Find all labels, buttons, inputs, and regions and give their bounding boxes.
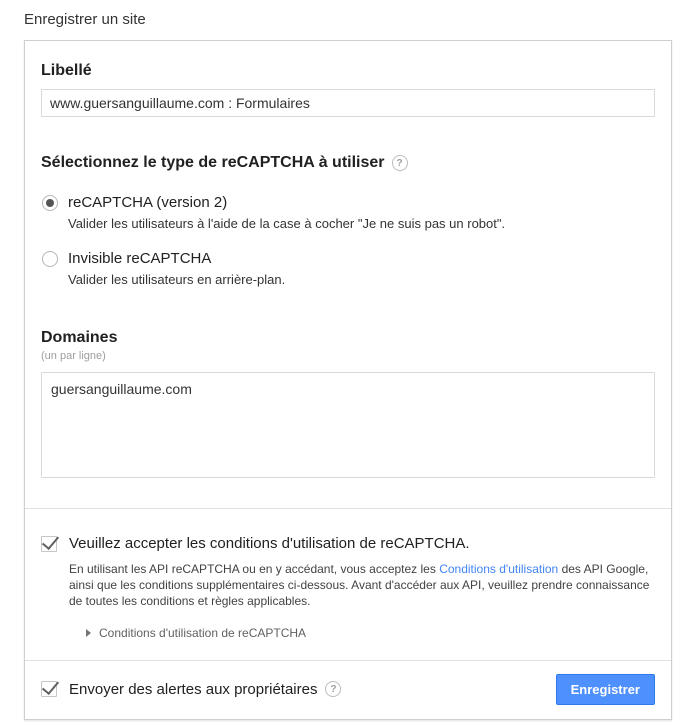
radio-label: Invisible reCAPTCHA — [68, 250, 212, 267]
label-heading: Libellé — [41, 62, 92, 79]
accept-terms-checkbox-row[interactable] — [41, 535, 655, 552]
radio-icon-selected[interactable] — [42, 195, 58, 211]
domains-heading: Domaines — [41, 329, 118, 346]
radio-description: Valider les utilisateurs à l'aide de la case à cocher "Je ne suis pas un robot". — [68, 216, 506, 231]
terms-section — [25, 509, 671, 660]
form-footer — [25, 661, 671, 719]
disclosure-label: Conditions d'utilisation de reCAPTCHA — [99, 625, 307, 640]
checkbox-checked-icon[interactable] — [41, 681, 57, 697]
owner-alerts-label: Envoyer des alertes aux propriétaires — [69, 680, 318, 698]
recaptcha-terms-disclosure[interactable] — [86, 626, 655, 640]
radio-icon-unselected[interactable] — [42, 251, 58, 267]
triangle-right-icon — [86, 629, 91, 637]
fine-print-text-after: des API Google, ainsi que les conditions supplémentaires ci-dessous. Avant d'accéder aux API, veuillez prendre connaissance de toutes les conditions et règles applicables. — [69, 562, 650, 609]
form-main-section — [25, 41, 671, 508]
domains-textarea[interactable] — [41, 372, 655, 478]
accept-terms-label: Veuillez accepter les conditions d'utilisation de reCAPTCHA. — [69, 535, 470, 552]
checkbox-checked-icon[interactable] — [41, 536, 57, 552]
help-icon[interactable]: ? — [392, 155, 408, 171]
domains-subheading: (un par ligne) — [41, 350, 106, 362]
register-site-card — [24, 40, 672, 720]
help-icon[interactable]: ? — [325, 681, 341, 697]
radio-option-invisible-recaptcha[interactable] — [42, 250, 655, 267]
site-label-input[interactable] — [41, 89, 655, 117]
radio-label: reCAPTCHA (version 2) — [68, 194, 228, 211]
radio-description: Valider les utilisateurs en arrière-plan. — [68, 272, 286, 287]
recaptcha-type-heading: Sélectionnez le type de reCAPTCHA à utiliser — [41, 154, 385, 171]
register-button[interactable]: Enregistrer — [556, 674, 655, 705]
owner-alerts-checkbox-row[interactable] — [41, 681, 341, 698]
terms-fine-print — [69, 561, 657, 610]
terms-of-use-link[interactable]: Conditions d'utilisation — [439, 562, 559, 576]
fine-print-text-before: En utilisant les API reCAPTCHA ou en y accédant, vous acceptez les — [69, 562, 440, 576]
page-title: Enregistrer un site — [24, 11, 146, 28]
recaptcha-type-heading-row — [41, 154, 655, 172]
radio-option-recaptcha-v2[interactable] — [42, 194, 655, 211]
